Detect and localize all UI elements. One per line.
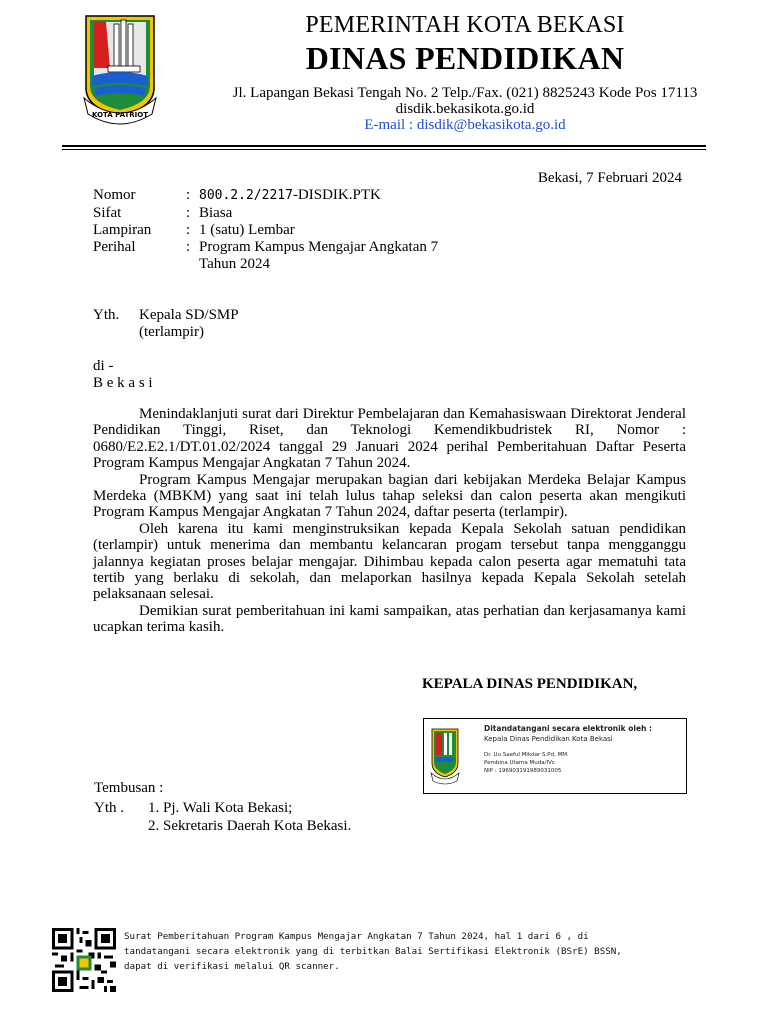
esign-position: Kepala Dinas Pendidikan Kota Bekasi — [484, 735, 613, 743]
meta-value: Biasa — [199, 205, 233, 221]
esign-footer-note — [124, 929, 704, 974]
body-paragraph: Menindaklanjuti surat dari Direktur Pembelajaran dan Kemahasiswaan Direktorat Jenderal Pendidikan Tinggi, Riset, dan Teknologi Kemendikbudristek RI, Nomor : 0680/E2.E2.1/DT.01.02/2024 tanggal 29 Januari 2024 perihal Pemberitahuan Daftar Peserta Program Kampus Mengajar Angkatan 7 Tahun 2024. — [93, 406, 686, 472]
body-paragraph: Program Kampus Mengajar merupakan bagian dari kebijakan Merdeka Belajar Kampus Merdeka (MBKM) yang saat ini telah lulus tahap seleksi dan calon peserta akan mengikuti Program Kampus Mengajar Angkatan 7 Tahun 2024, daftar peserta (terlampir). — [93, 471, 686, 521]
kota-bekasi-emblem-small-icon — [430, 727, 460, 785]
esign-name: Dr. Uu Saeful Mikdar S.Pd, MM. — [484, 752, 569, 758]
meta-colon: : — [186, 187, 191, 203]
meta-colon: : — [186, 222, 191, 238]
meta-label: Perihal — [93, 239, 136, 255]
esign-rank: Pembina Utama Muda/IVc — [484, 760, 555, 766]
meta-value: Program Kampus Mengajar Angkatan 7 — [199, 239, 439, 255]
letterhead-government: PEMERINTAH KOTA BEKASI — [305, 12, 625, 38]
footer-line: Surat Pemberitahuan Program Kampus Mengajar Angkatan 7 Tahun 2024, hal 1 dari 6 , di — [124, 931, 589, 942]
meta-label: Nomor — [93, 187, 136, 203]
letter-date: Bekasi, 7 Februari 2024 — [537, 170, 682, 186]
footer-line: dapat di verifikasi melalui QR scanner. — [124, 961, 340, 972]
letterhead-rule-thick — [62, 145, 706, 147]
meta-label: Lampiran — [93, 222, 152, 238]
esign-details — [484, 723, 652, 775]
body-paragraph: Oleh karena itu kami menginstruksikan kepada Kepala Sekolah satuan pendidikan (terlampir) untuk menerima dan membantu kelancaran progam tersebut tanpa mengganggu jalannya kegiatan proses belajar mengajar. Dihimbau kepada calon peserta agar mematuhi tata tertib yang berlaku di sekolah, dan melaporkan hasilnya kepada Kepala Sekolah setelah pelaksanaan selesai. — [93, 520, 686, 603]
tembusan-yth: Yth . — [94, 800, 124, 816]
meta-colon: : — [186, 205, 191, 221]
qr-code-icon — [52, 928, 116, 992]
esign-nip: NIP : 196903191989031005 — [484, 768, 562, 774]
meta-colon: : — [186, 239, 191, 255]
footer-line: tandatangani secara elektronik yang di terbitkan Balai Sertifikasi Elektronik (BSrE) BSSN, — [124, 946, 622, 957]
recipient-name: Kepala SD/SMP — [139, 307, 239, 323]
meta-label: Sifat — [93, 205, 122, 221]
tembusan-label: Tembusan : — [94, 780, 164, 796]
recipient-note: (terlampir) — [139, 324, 204, 340]
letterhead-address: Jl. Lapangan Bekasi Tengah No. 2 Telp./Fax. (021) 8825243 Kode Pos 17113 — [232, 85, 698, 101]
electronic-signature-box — [423, 718, 687, 794]
meta-number-suffix: -DISDIK.PTK — [292, 187, 381, 203]
recipient-place: B e k a s i — [93, 375, 153, 391]
kota-bekasi-emblem-icon — [80, 10, 160, 132]
letterhead-email: E-mail : disdik@bekasikota.go.id — [364, 117, 566, 133]
body-paragraph: Demikian surat pemberitahuan ini kami sampaikan, atas perhatian dan kerjasamanya kami ucapkan terima kasih. — [93, 602, 686, 636]
signer-title: KEPALA DINAS PENDIDIKAN, — [422, 676, 638, 692]
tembusan-item: 2. Sekretaris Daerah Kota Bekasi. — [148, 818, 352, 834]
emblem-ribbon-text: KOTA PATRIOT — [91, 111, 149, 119]
letterhead-website: disdik.bekasikota.go.id — [395, 101, 535, 117]
letter-body — [93, 406, 686, 636]
meta-value: 1 (satu) Lembar — [199, 222, 295, 238]
letterhead-office: DINAS PENDIDIKAN — [305, 40, 625, 76]
recipient-yth: Yth. — [93, 307, 120, 323]
letterhead-rule-thin — [62, 149, 706, 150]
meta-value: Tahun 2024 — [199, 256, 271, 272]
meta-number: 800.2.2/2217 — [199, 188, 293, 203]
meta-value — [199, 187, 499, 204]
esign-heading: Ditandatangani secara elektronik oleh : — [484, 724, 653, 733]
recipient-di: di - — [93, 358, 114, 374]
tembusan-item: 1. Pj. Wali Kota Bekasi; — [148, 800, 293, 816]
